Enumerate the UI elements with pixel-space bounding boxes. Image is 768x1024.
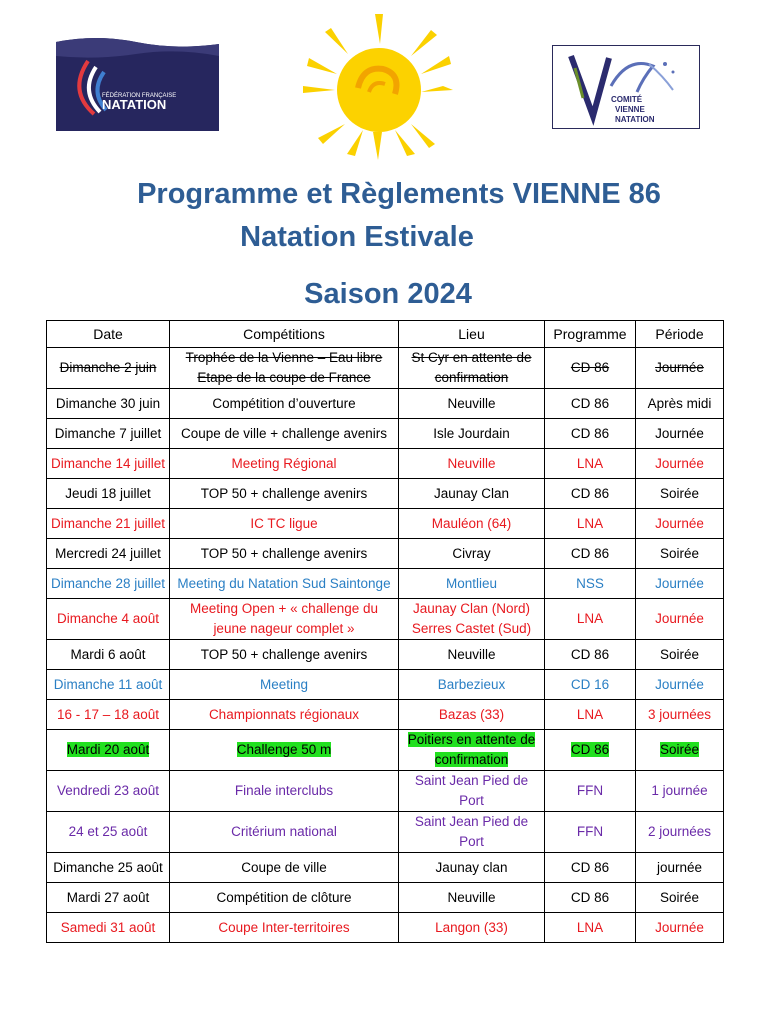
cell-competition: TOP 50 + challenge avenirs (170, 539, 399, 569)
cell-competition: Coupe de ville (170, 853, 399, 883)
table-row (47, 913, 724, 943)
cell-programme: CD 86 (545, 640, 636, 670)
cell-programme: CD 86 (545, 539, 636, 569)
cell-competition: Meeting Open + « challenge du jeune nageur complet » (170, 599, 399, 640)
cell-lieu: Civray (399, 539, 545, 569)
cell-periode: Soirée (636, 479, 724, 509)
table-row (47, 771, 724, 812)
cell-programme: FFN (545, 812, 636, 853)
header-periode: Période (636, 321, 724, 348)
table-row (47, 449, 724, 479)
cell-date: Dimanche 7 juillet (47, 419, 170, 449)
cell-programme: LNA (545, 449, 636, 479)
cvn-logo-line1: COMITÉ (611, 95, 643, 104)
cell-lieu: St Cyr en attente de confirmation (399, 348, 545, 389)
cell-competition: Meeting Régional (170, 449, 399, 479)
cell-programme: LNA (545, 913, 636, 943)
cell-date: Jeudi 18 juillet (47, 479, 170, 509)
cell-lieu: Saint Jean Pied de Port (399, 771, 545, 812)
cell-programme: CD 86 (545, 479, 636, 509)
table-row (47, 730, 724, 771)
program-table (46, 320, 724, 943)
cell-programme: CD 86 (545, 419, 636, 449)
cell-date: Mercredi 24 juillet (47, 539, 170, 569)
cell-programme: CD 16 (545, 670, 636, 700)
cell-lieu: Montlieu (399, 569, 545, 599)
cell-periode: Journée (636, 509, 724, 539)
cell-competition: Championnats régionaux (170, 700, 399, 730)
header-date: Date (47, 321, 170, 348)
cell-competition: IC TC ligue (170, 509, 399, 539)
cell-competition-text: Challenge 50 m (236, 742, 332, 757)
cell-lieu (399, 730, 545, 771)
cell-lieu: Neuville (399, 389, 545, 419)
cell-date: Dimanche 2 juin (47, 348, 170, 389)
cell-date: 16 - 17 – 18 août (47, 700, 170, 730)
table-row (47, 853, 724, 883)
cell-programme: CD 86 (545, 389, 636, 419)
cell-periode: Journée (636, 913, 724, 943)
header-programme: Programme (545, 321, 636, 348)
cell-date: Mardi 6 août (47, 640, 170, 670)
cell-periode: Soirée (636, 640, 724, 670)
cvn-logo (552, 45, 700, 129)
cell-periode: 3 journées (636, 700, 724, 730)
table-row (47, 640, 724, 670)
table-row (47, 569, 724, 599)
cvn-logo-line3: NATATION (615, 115, 655, 124)
cell-periode: journée (636, 853, 724, 883)
cell-periode: Journée (636, 419, 724, 449)
page-title: Programme et Règlements VIENNE 86 (137, 178, 661, 210)
cell-date: Vendredi 23 août (47, 771, 170, 812)
cell-competition: TOP 50 + challenge avenirs (170, 479, 399, 509)
cell-date: Dimanche 11 août (47, 670, 170, 700)
cell-lieu: Neuville (399, 449, 545, 479)
cell-competition: Compétition de clôture (170, 883, 399, 913)
cell-date (47, 730, 170, 771)
cell-date: Dimanche 21 juillet (47, 509, 170, 539)
cell-date: Dimanche 14 juillet (47, 449, 170, 479)
cell-periode: 1 journée (636, 771, 724, 812)
cell-programme: NSS (545, 569, 636, 599)
cell-programme-text: CD 86 (570, 742, 610, 757)
cvn-logo-line2: VIENNE (615, 105, 645, 114)
cell-programme: LNA (545, 509, 636, 539)
table-row (47, 670, 724, 700)
cell-lieu: Mauléon (64) (399, 509, 545, 539)
table-row (47, 348, 724, 389)
ffn-logo-line1: FÉDÉRATION FRANÇAISE (102, 93, 177, 99)
cell-programme: CD 86 (545, 348, 636, 389)
cell-lieu: Jaunay clan (399, 853, 545, 883)
table-row (47, 419, 724, 449)
cell-date: Samedi 31 août (47, 913, 170, 943)
cell-date: Dimanche 4 août (47, 599, 170, 640)
cell-periode: 2 journées (636, 812, 724, 853)
header-lieu: Lieu (399, 321, 545, 348)
cell-periode: Journée (636, 348, 724, 389)
cell-lieu: Bazas (33) (399, 700, 545, 730)
cell-periode: Soirée (636, 539, 724, 569)
cell-date: Mardi 27 août (47, 883, 170, 913)
cell-lieu: Jaunay Clan (399, 479, 545, 509)
cell-periode: Journée (636, 449, 724, 479)
table-header-row (47, 321, 724, 348)
cell-periode (636, 730, 724, 771)
cell-date: Dimanche 30 juin (47, 389, 170, 419)
table-row (47, 479, 724, 509)
cell-date: Dimanche 25 août (47, 853, 170, 883)
table-row (47, 389, 724, 419)
cell-periode: Soirée (636, 883, 724, 913)
cell-periode: Journée (636, 599, 724, 640)
cell-periode: Journée (636, 569, 724, 599)
cell-competition: Trophée de la Vienne – Eau libre Etape de la coupe de France (170, 348, 399, 389)
table-row (47, 539, 724, 569)
table-row (47, 509, 724, 539)
cell-lieu: Langon (33) (399, 913, 545, 943)
ffn-logo-line2: NATATION (102, 97, 167, 112)
cell-programme: CD 86 (545, 853, 636, 883)
cell-lieu: Neuville (399, 640, 545, 670)
ffn-logo (56, 36, 219, 131)
cell-programme (545, 730, 636, 771)
cell-programme: LNA (545, 599, 636, 640)
cell-competition: Meeting (170, 670, 399, 700)
cell-competition (170, 730, 399, 771)
cell-lieu-text: Poitiers en attente de confirmation (407, 732, 536, 767)
cell-date-text: Mardi 20 août (66, 742, 150, 757)
cell-lieu: Barbezieux (399, 670, 545, 700)
table-row (47, 812, 724, 853)
cell-programme: CD 86 (545, 883, 636, 913)
cell-periode: Après midi (636, 389, 724, 419)
cell-competition: Coupe Inter-territoires (170, 913, 399, 943)
cell-programme: FFN (545, 771, 636, 812)
cell-lieu: Neuville (399, 883, 545, 913)
cell-lieu: Isle Jourdain (399, 419, 545, 449)
table-row (47, 883, 724, 913)
table-row (47, 700, 724, 730)
page-subtitle: Natation Estivale (240, 221, 474, 253)
cell-date: Dimanche 28 juillet (47, 569, 170, 599)
cell-competition: Meeting du Natation Sud Saintonge (170, 569, 399, 599)
cell-competition: Compétition d’ouverture (170, 389, 399, 419)
cell-periode-text: Soirée (659, 742, 700, 757)
cell-lieu: Saint Jean Pied de Port (399, 812, 545, 853)
table-row (47, 599, 724, 640)
sun-icon (303, 14, 453, 160)
cell-competition: Critérium national (170, 812, 399, 853)
cell-lieu: Jaunay Clan (Nord) Serres Castet (Sud) (399, 599, 545, 640)
cell-competition: TOP 50 + challenge avenirs (170, 640, 399, 670)
cell-competition: Finale interclubs (170, 771, 399, 812)
header-competitions: Compétitions (170, 321, 399, 348)
cell-periode: Journée (636, 670, 724, 700)
cell-programme: LNA (545, 700, 636, 730)
season-title: Saison 2024 (304, 278, 472, 310)
cell-competition: Coupe de ville + challenge avenirs (170, 419, 399, 449)
cell-date: 24 et 25 août (47, 812, 170, 853)
